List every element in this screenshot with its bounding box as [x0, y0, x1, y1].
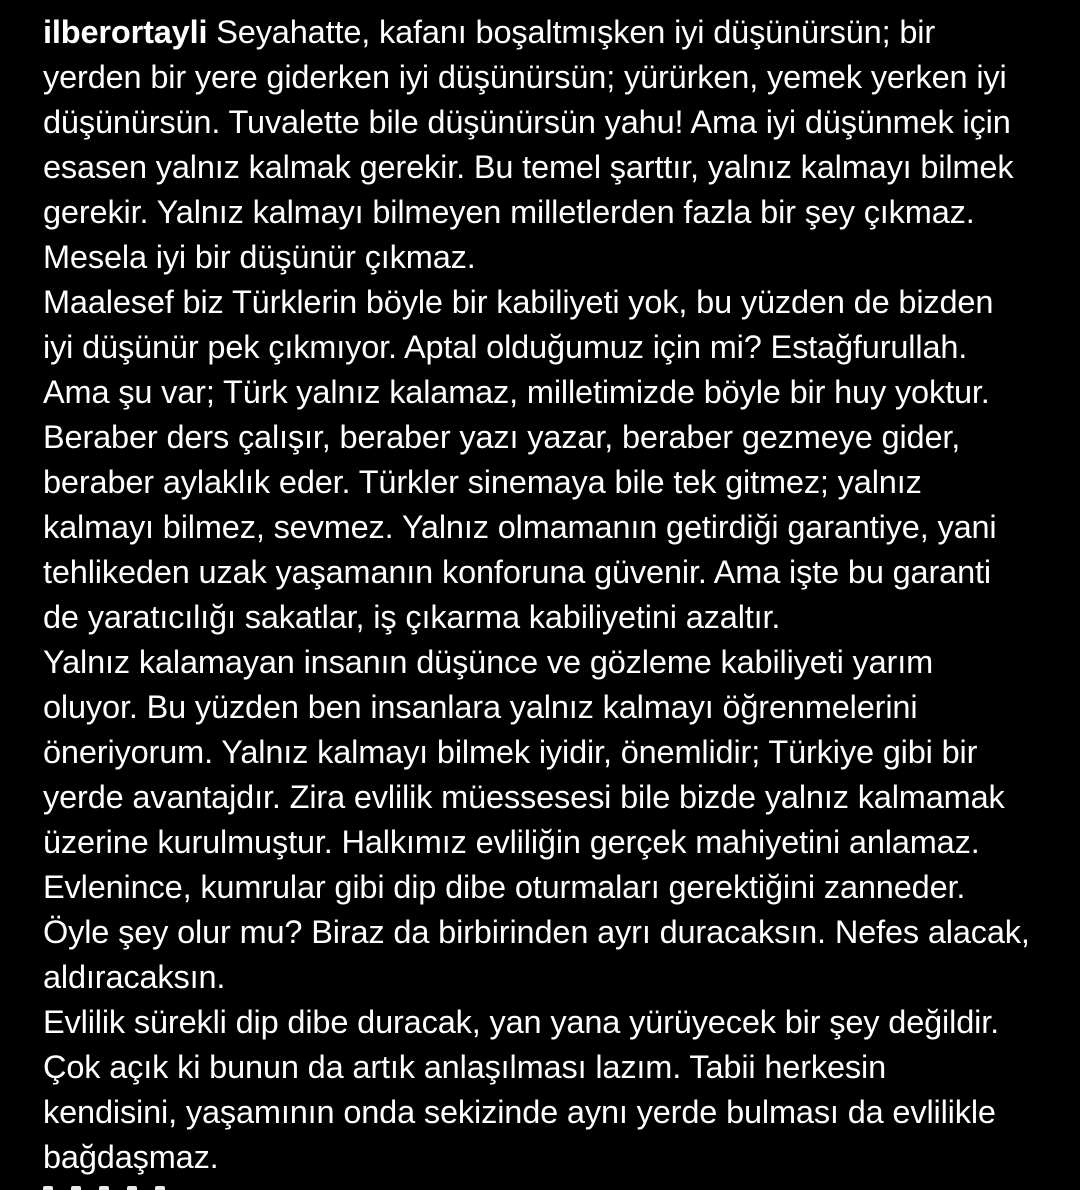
- caption-line: yerden bir yere giderken iyi düşünürsün; yürürken, yemek yerken iyi: [43, 59, 1007, 95]
- caption-line: kalmayı bilmez, sevmez. Yalnız olmamanın getirdiği garantiye, yani: [43, 509, 997, 545]
- caption-line: Maalesef biz Türklerin böyle bir kabiliyeti yok, bu yüzden de bizden: [43, 284, 994, 320]
- caption-line: gerekir. Yalnız kalmayı bilmeyen milletlerden fazla bir şey çıkmaz.: [43, 194, 975, 230]
- cut-off-glyph: [71, 1186, 81, 1190]
- caption-line: düşünürsün. Tuvalette bile düşünürsün yahu! Ama iyi düşünmek için: [43, 104, 1011, 140]
- cut-off-glyph: [155, 1186, 165, 1190]
- cut-off-next-line: [43, 1183, 193, 1190]
- caption-line: bağdaşmaz.: [43, 1139, 219, 1175]
- cut-off-glyph: [127, 1186, 137, 1190]
- caption-line: Çok açık ki bunun da artık anlaşılması lazım. Tabii herkesin: [43, 1049, 887, 1085]
- username-link[interactable]: ilberortayli: [43, 14, 208, 50]
- caption-line: üzerine kurulmuştur. Halkımız evliliğin gerçek mahiyetini anlamaz.: [43, 824, 980, 860]
- caption-line: Beraber ders çalışır, beraber yazı yazar, beraber gezmeye gider,: [43, 419, 961, 455]
- caption-line: öneriyorum. Yalnız kalmayı bilmek iyidir, önemlidir; Türkiye gibi bir: [43, 734, 978, 770]
- caption-line: de yaratıcılığı sakatlar, iş çıkarma kabiliyetini azaltır.: [43, 599, 781, 635]
- caption-line: tehlikeden uzak yaşamanın konforuna güvenir. Ama işte bu garanti: [43, 554, 991, 590]
- caption-line: iyi düşünür pek çıkmıyor. Aptal olduğumuz için mi? Estağfurullah.: [43, 329, 968, 365]
- caption-line: yerde avantajdır. Zira evlilik müessesesi bile bizde yalnız kalmamak: [43, 779, 1005, 815]
- caption-line: beraber aylaklık eder. Türkler sinemaya bile tek gitmez; yalnız: [43, 464, 922, 500]
- cut-off-glyph: [43, 1186, 53, 1190]
- caption-line: Yalnız kalamayan insanın düşünce ve gözleme kabiliyeti yarım: [43, 644, 934, 680]
- caption-line: Evlenince, kumrular gibi dip dibe oturmaları gerektiğini zanneder.: [43, 869, 966, 905]
- post-caption: [43, 10, 1043, 1180]
- caption-line: oluyor. Bu yüzden ben insanlara yalnız kalmayı öğrenmelerini: [43, 689, 918, 725]
- caption-line: Ama şu var; Türk yalnız kalamaz, milletimizde böyle bir huy yoktur.: [43, 374, 990, 410]
- caption-line: esasen yalnız kalmak gerekir. Bu temel şarttır, yalnız kalmayı bilmek: [43, 149, 1014, 185]
- caption-line: Öyle şey olur mu? Biraz da birbirinden ayrı duracaksın. Nefes alacak,: [43, 914, 1030, 950]
- caption-line: aldıracaksın.: [43, 959, 226, 995]
- caption-text: Seyahatte, kafanı boşaltmışken iyi düşünürsün; bir: [207, 14, 935, 50]
- caption-line: Mesela iyi bir düşünür çıkmaz.: [43, 239, 476, 275]
- caption-line: Evlilik sürekli dip dibe duracak, yan yana yürüyecek bir şey değildir.: [43, 1004, 999, 1040]
- cut-off-glyph: [99, 1186, 109, 1190]
- caption-line: kendisini, yaşamının onda sekizinde aynı yerde bulması da evlilikle: [43, 1094, 996, 1130]
- caption-line: [43, 10, 1043, 55]
